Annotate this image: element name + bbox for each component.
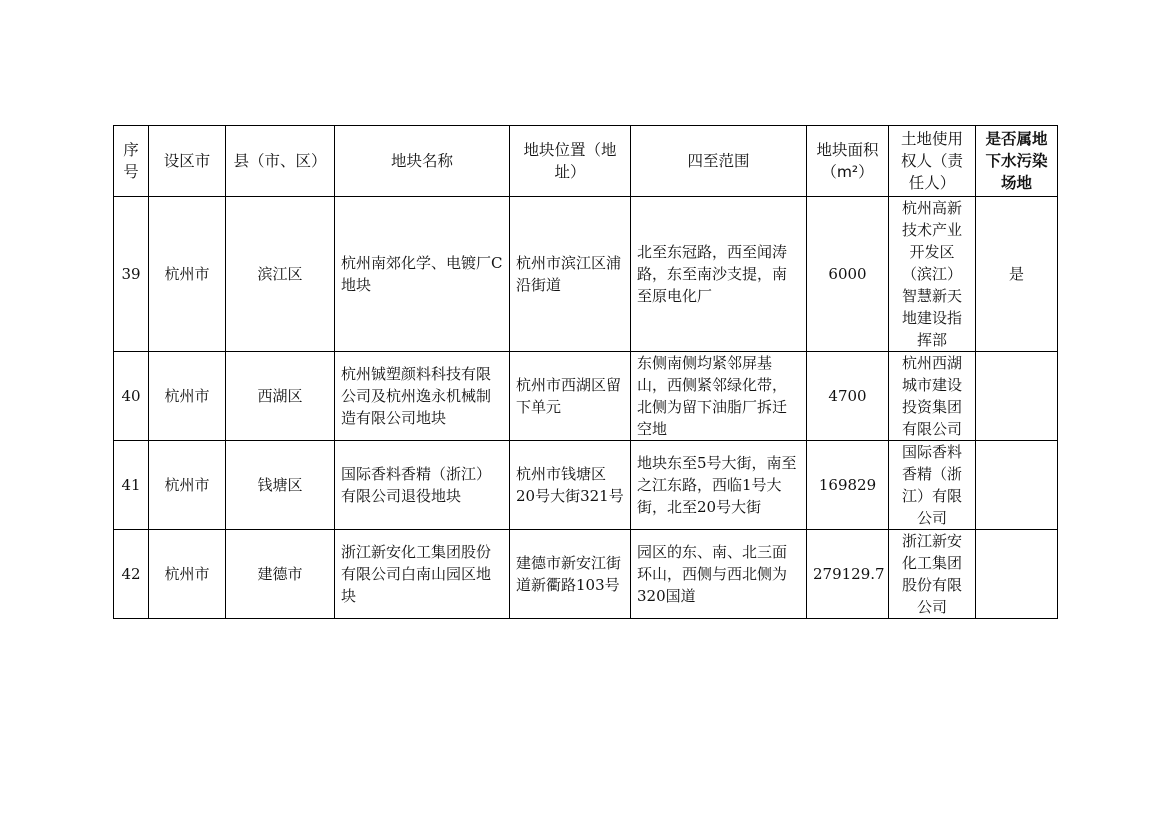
header-location: 地块位置（地址） [510, 126, 631, 197]
header-owner: 土地使用权人（责任人） [889, 126, 976, 197]
header-county: 县（市、区） [226, 126, 335, 197]
cell-seq: 42 [114, 530, 149, 619]
cell-groundwater [976, 352, 1058, 441]
cell-area: 4700 [807, 352, 889, 441]
land-table [113, 125, 1058, 619]
cell-name: 浙江新安化工集团股份有限公司白南山园区地块 [335, 530, 510, 619]
cell-area: 169829 [807, 441, 889, 530]
cell-seq: 41 [114, 441, 149, 530]
cell-bounds: 北至东冠路，西至闻涛路，东至南沙支提，南至原电化厂 [631, 197, 807, 352]
table-row [114, 197, 1058, 352]
cell-location: 杭州市西湖区留下单元 [510, 352, 631, 441]
header-name: 地块名称 [335, 126, 510, 197]
cell-bounds: 园区的东、南、北三面环山，西侧与西北侧为320国道 [631, 530, 807, 619]
header-area [807, 126, 889, 197]
cell-owner: 浙江新安化工集团股份有限公司 [889, 530, 976, 619]
cell-city: 杭州市 [149, 197, 226, 352]
cell-seq: 40 [114, 352, 149, 441]
table-row [114, 530, 1058, 619]
header-groundwater: 是否属地下水污染场地 [976, 126, 1058, 197]
cell-location: 建德市新安江街道新衢路103号 [510, 530, 631, 619]
cell-location: 杭州市钱塘区20号大街321号 [510, 441, 631, 530]
header-city: 设区市 [149, 126, 226, 197]
header-area-label: 地块面积 [816, 141, 879, 159]
cell-groundwater [976, 441, 1058, 530]
cell-county: 钱塘区 [226, 441, 335, 530]
cell-groundwater: 是 [976, 197, 1058, 352]
table-header-row [114, 126, 1058, 197]
cell-county: 建德市 [226, 530, 335, 619]
table-row [114, 441, 1058, 530]
cell-seq: 39 [114, 197, 149, 352]
cell-name: 国际香料香精（浙江）有限公司退役地块 [335, 441, 510, 530]
cell-owner: 杭州高新技术产业开发区（滨江）智慧新天地建设指挥部 [889, 197, 976, 352]
cell-county: 西湖区 [226, 352, 335, 441]
cell-city: 杭州市 [149, 441, 226, 530]
cell-area: 279129.7 [807, 530, 889, 619]
cell-owner: 杭州西湖城市建设投资集团有限公司 [889, 352, 976, 441]
table-row [114, 352, 1058, 441]
header-bounds: 四至范围 [631, 126, 807, 197]
cell-city: 杭州市 [149, 530, 226, 619]
cell-location: 杭州市滨江区浦沿街道 [510, 197, 631, 352]
cell-bounds: 东侧南侧均紧邻屏基山，西侧紧邻绿化带，北侧为留下油脂厂拆迁空地 [631, 352, 807, 441]
header-seq: 序号 [114, 126, 149, 197]
cell-name: 杭州铖塑颜料科技有限公司及杭州逸永机械制造有限公司地块 [335, 352, 510, 441]
cell-name: 杭州南郊化学、电镀厂C地块 [335, 197, 510, 352]
cell-area: 6000 [807, 197, 889, 352]
cell-owner: 国际香料香精（浙江）有限公司 [889, 441, 976, 530]
cell-groundwater [976, 530, 1058, 619]
cell-bounds: 地块东至5号大街，南至之江东路，西临1号大街，北至20号大街 [631, 441, 807, 530]
cell-city: 杭州市 [149, 352, 226, 441]
header-area-unit: （m²） [821, 163, 874, 181]
cell-county: 滨江区 [226, 197, 335, 352]
